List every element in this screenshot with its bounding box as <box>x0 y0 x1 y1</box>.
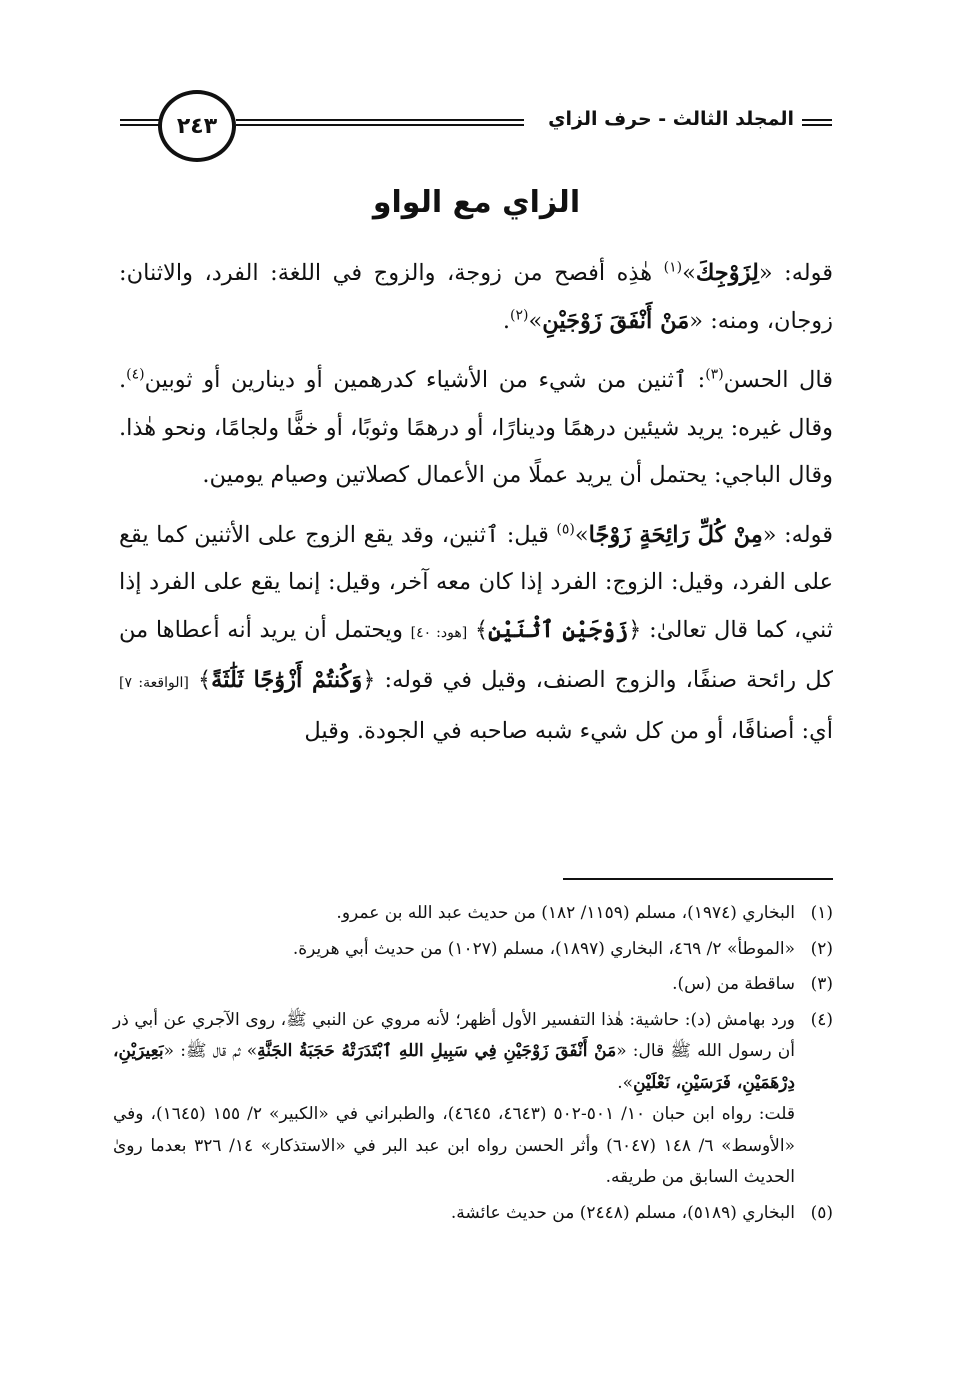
verse-reference: [الواقعة: ٧] <box>119 675 189 691</box>
footnote-marker: (٢) <box>509 307 529 323</box>
text-run: . <box>502 307 510 334</box>
footnotes <box>113 898 833 1233</box>
quran-verse: وَكُنتُمْ أَزْوَٰجًا ثَلَٰثَةً <box>211 667 363 693</box>
footnote-marker: (١) <box>663 259 683 276</box>
quoted-hadith: لِزَوْجِكَ <box>695 260 759 286</box>
text-run: » <box>682 260 696 286</box>
text-run: قيل: ٱثنين، وقد يقع الزوج على الأثنين كما يقع على الفرد، وقيل: الزوج: الفرد إذا كان معه آخر، وقيل: إنما يقع على الفرد إذا ثني، كما قال تعالىٰ: ﴿ <box>119 521 834 643</box>
text-run: » <box>528 307 543 334</box>
text-run: هٰذِه أفصح من زوجة، والزوج في اللغة: الفرد، والاثنان: زوجان، ومنه: « <box>119 260 833 334</box>
footnote-marker: (٣) <box>705 366 724 383</box>
text-run: قوله: « <box>758 260 833 286</box>
running-header <box>120 88 832 158</box>
text-run: أي: أصنافًا، أو من كل شيء شبه صاحبه في الجودة. وقيل <box>304 717 833 744</box>
footnote-separator <box>563 878 833 880</box>
footnote-number: (٥) <box>810 1202 833 1223</box>
text-run: ورد بهامش (د): حاشية: هٰذا التفسير الأول أظهر؛ لأنه مروي عن النبي ﷺ، روى الآجري عن أبي ذر أن رسول الله ﷺ قال: « <box>113 1009 796 1061</box>
footnote-line <box>113 1005 795 1100</box>
text-run: قوله: « <box>762 521 833 548</box>
footnote-number: (٤) <box>810 1009 833 1030</box>
header-rule <box>236 119 524 126</box>
footnote-text <box>113 1005 795 1194</box>
page-number: ٢٤٣ <box>158 90 236 162</box>
paragraph-1 <box>119 250 833 345</box>
text-run: » <box>574 521 589 548</box>
text-run: : ٱثنين من شيء من الأشياء كدرهمين أو دينارين أو ثوبين <box>144 367 706 393</box>
text-run: ويحتمل أن يريد أنه أعطاها من كل رائحة صنفًا، والزوج الصنف، وقيل في قوله: ﴿ <box>119 616 834 693</box>
footnote-line: قلت: رواه ابن حبان ١٠/ ٥٠١-٥٠٢ (٤٦٤٣، ٤٦٤٥)، والطبراني في «الكبير» ٢/ ١٥٥ (١٦٤٥)، وفي «الأوسط» ٦/ ١٤٨ (٦٠٤٧) وأثر الحسن رواه ابن عبد البر في «الاستذكار» ١٤/ ٣٢٦ بعدما روىٰ الحديث السابق من طريقه. <box>113 1104 795 1187</box>
footnote-2 <box>113 934 833 966</box>
verse-reference: [هود: ٤٠] <box>410 624 468 641</box>
footnote-number: (٢) <box>810 938 833 959</box>
footnote-text: البخاري (١٩٧٤)، مسلم (١١٥٩/ ١٨٢) من حديث عبد الله بن عمرو. <box>336 903 795 923</box>
footnote-number: (١) <box>810 903 833 923</box>
quoted-hadith: مَنْ أَنْفَقَ زَوْجَيْنِ فِي سَبِيلِ اللهِ ٱبْتَدَرَتْهُ حَجَبَةُ الجَنَّةِ <box>257 1041 617 1061</box>
quoted-hadith: بَعِيرَيْنِ، دِرْهَمَيْنِ، فَرَسَيْنِ، نَعْلَيْنِ <box>113 1041 795 1093</box>
footnote-marker: (٥) <box>556 521 575 537</box>
paragraph-3 <box>119 512 833 756</box>
footnote-5 <box>113 1198 833 1230</box>
main-text <box>119 250 833 767</box>
header-title: المجلد الثالث - حرف الزاي <box>548 108 794 130</box>
text-run: ». <box>617 1072 634 1093</box>
header-rule <box>802 119 832 126</box>
footnote-marker: (٤) <box>126 366 145 383</box>
footnote-text: البخاري (٥١٨٩)، مسلم (٢٤٤٨) من حديث عائشة. <box>450 1202 795 1223</box>
quoted-hadith: مَنْ أَنْفَقَ زَوْجَيْنِ <box>542 307 690 334</box>
paragraph-2 <box>119 357 833 500</box>
footnote-3 <box>113 969 833 1001</box>
section-title: الزاي مع الواو <box>372 185 581 220</box>
header-rule <box>120 119 160 126</box>
text-run: ﴾ <box>188 667 212 693</box>
text-run: » ثم قال ﷺ: « <box>163 1041 258 1061</box>
quran-verse: زَوْجَيْنِ ٱثْنَيْنِ <box>488 616 629 643</box>
quoted-hadith: مِنْ كُلِّ رَائِحَةٍ زَوْجًا <box>588 521 763 548</box>
footnote-1 <box>113 898 833 930</box>
footnote-text: ساقطة من (س). <box>672 974 795 994</box>
footnote-text: «الموطأ» ٢/ ٤٦٩، البخاري (١٨٩٧)، مسلم (١٠٢٧) من حديث أبي هريرة. <box>292 938 795 959</box>
footnote-4 <box>113 1005 833 1194</box>
text-run: قال الحسن <box>723 367 833 393</box>
footnote-number: (٣) <box>810 974 833 994</box>
text-run: ﴾ <box>467 616 489 643</box>
text-run: . وقال غيره: يريد شيئين درهمًا ودينارًا، أو درهمًا وثوبًا، أو خفًّا ولجامًا، ونحو هٰذا. وقال الباجي: يحتمل أن يريد عملًا من الأعمال كصلاتين وصيام يومين. <box>119 367 833 488</box>
